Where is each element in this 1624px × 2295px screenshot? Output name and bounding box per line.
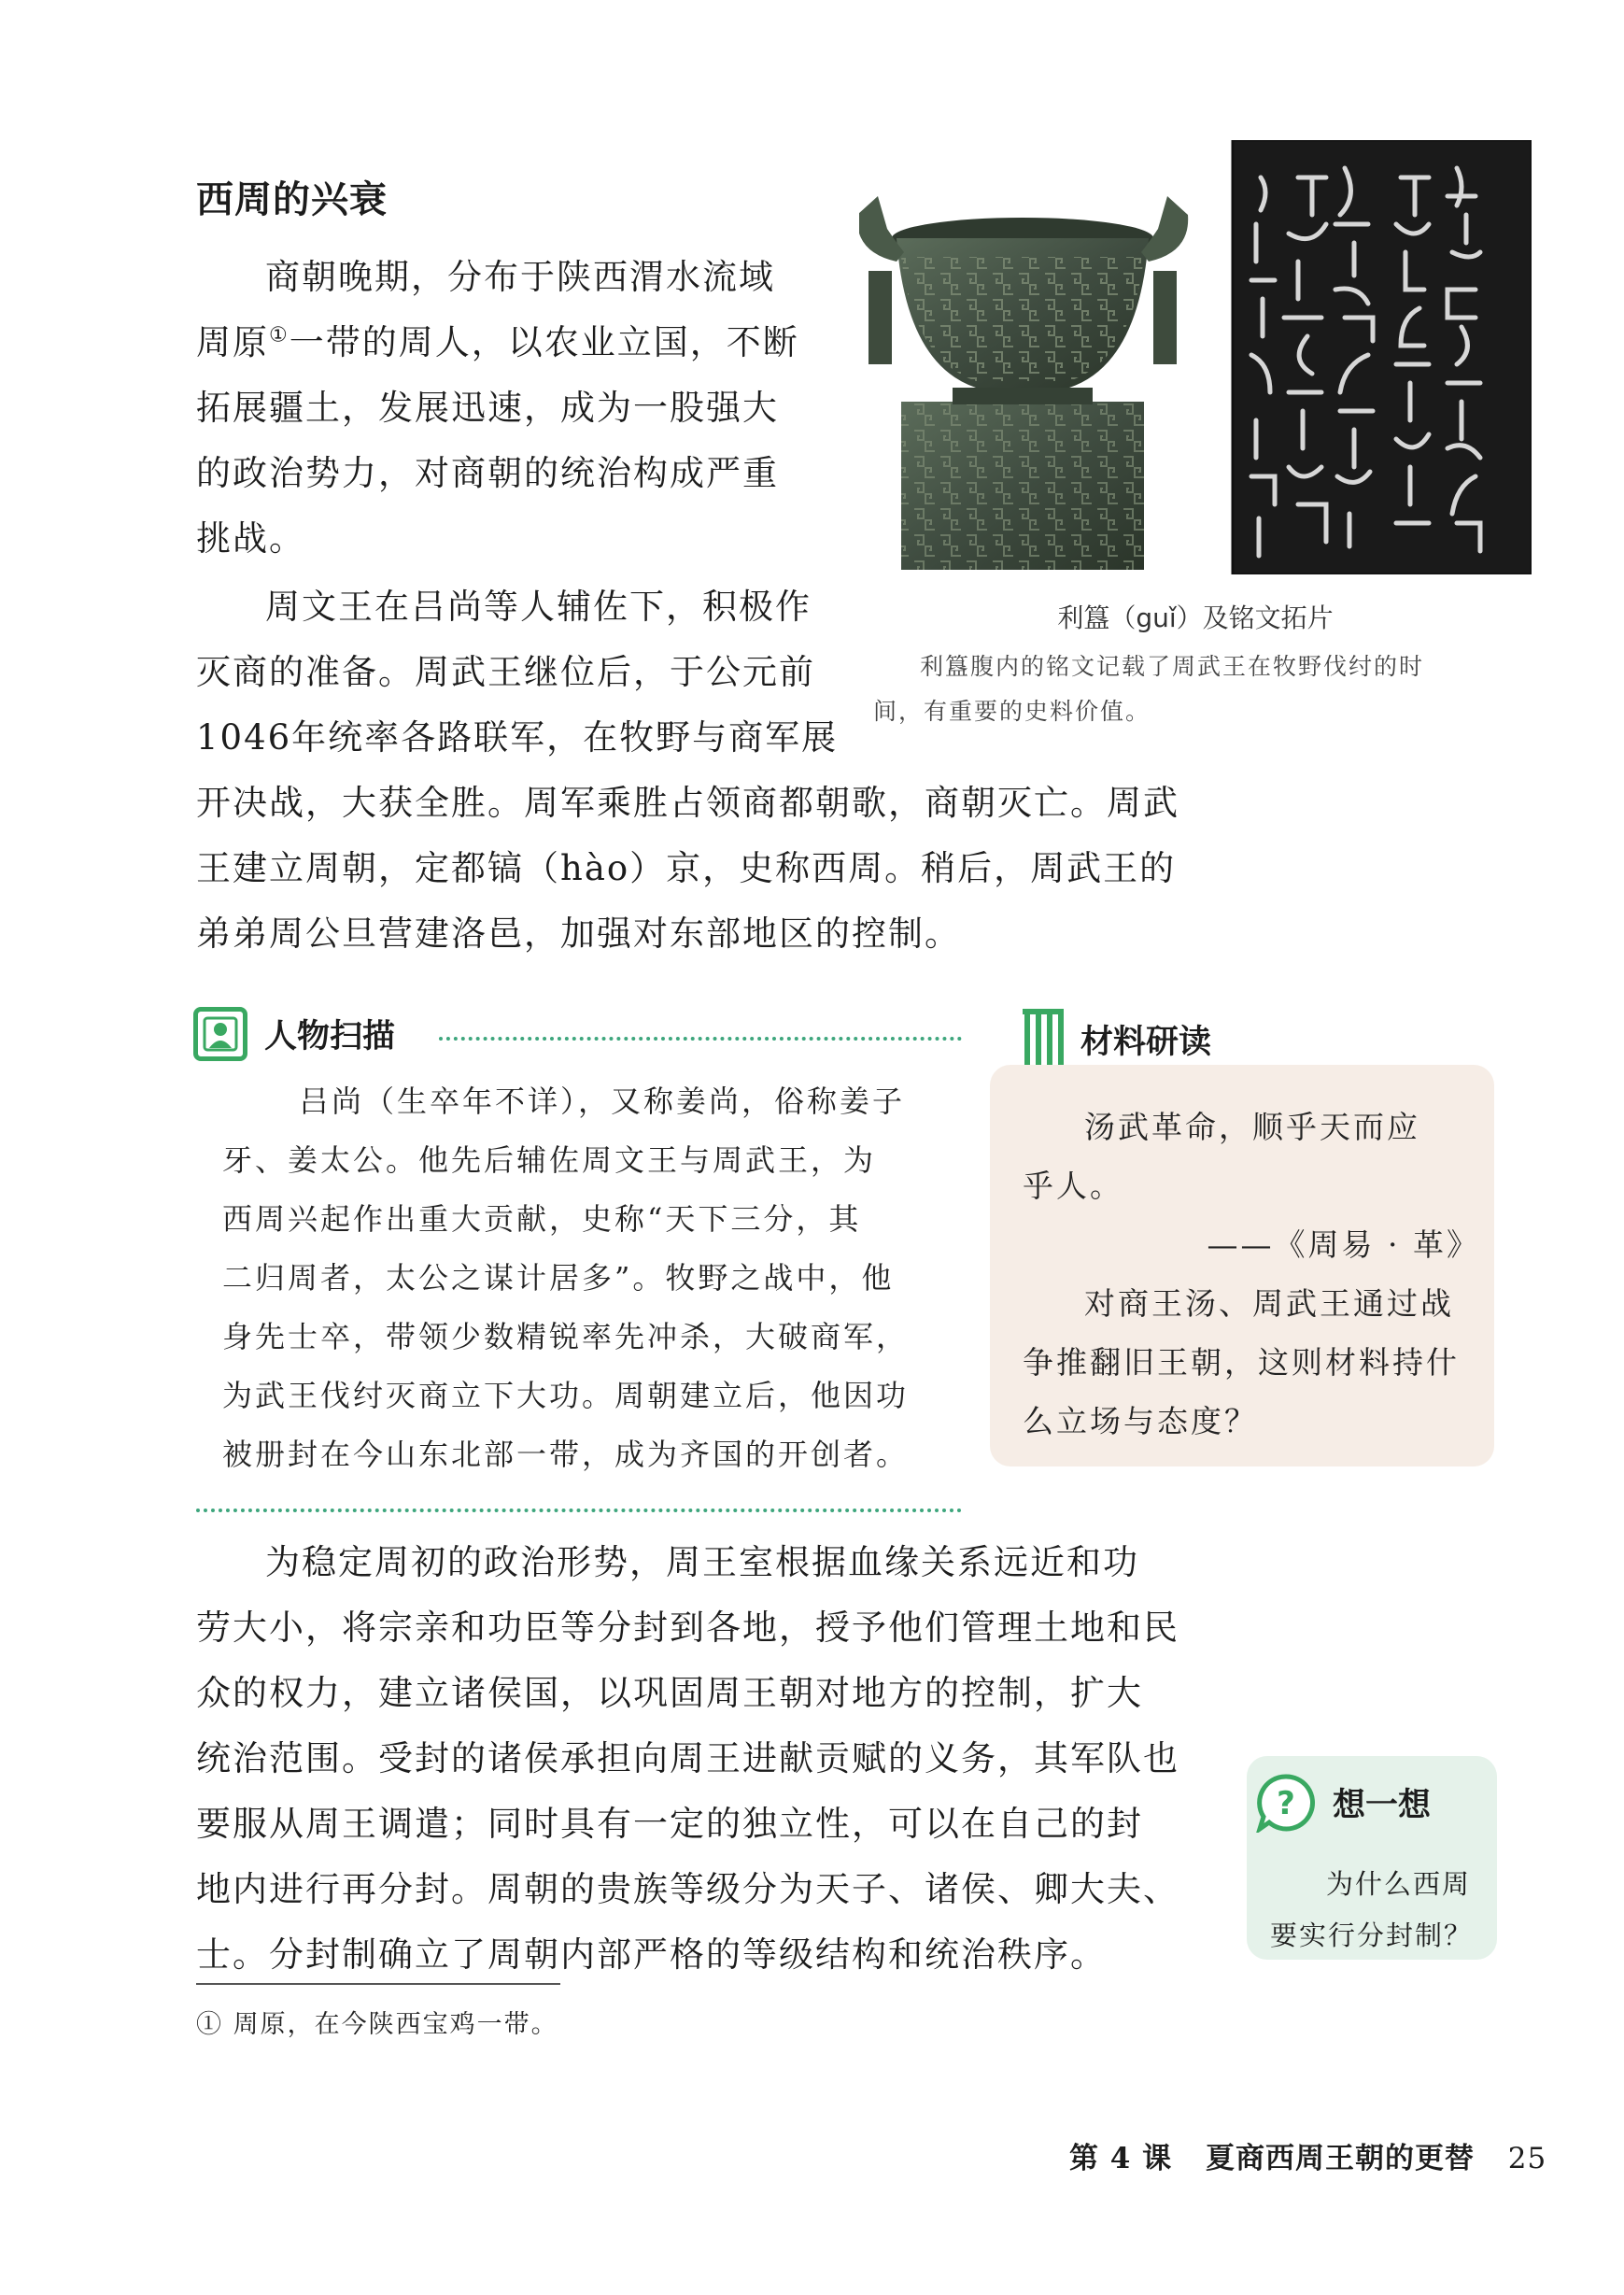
- figure-caption-title: 利簋（guǐ）及铭文拓片: [1057, 602, 1334, 633]
- para2-line: 1046年统率各路联军，在牧野与商军展: [196, 717, 839, 758]
- para3-line: 地内进行再分封。周朝的贵族等级分为天子、诸侯、卿大夫、: [196, 1869, 1179, 1909]
- person-line: 为武王伐纣灭商立下大功。周朝建立后，他因功: [222, 1378, 910, 1413]
- lesson-number: 第 4 课: [1069, 2142, 1173, 2175]
- text-fragment: 周原: [196, 322, 269, 362]
- para1-line: [196, 310, 840, 375]
- para1-line: 的政治势力，对商朝的统治构成严重: [196, 453, 779, 493]
- person-line: 牙、姜太公。他先后辅佐周文王与周武王，为: [222, 1142, 877, 1178]
- question-line: 么立场与态度？: [1023, 1403, 1258, 1439]
- figure-caption-text: [873, 645, 1518, 734]
- question-bubble-icon: [1256, 1773, 1316, 1833]
- think-line: 为什么西周: [1326, 1868, 1472, 1900]
- section-title: 西周的兴衰: [196, 177, 388, 221]
- person-scan-text: [222, 1072, 951, 1484]
- footnote-marker: ①: [269, 323, 289, 347]
- para3-line: 统治范围。受封的诸侯承担向周王进献贡赋的义务，其军队也: [196, 1738, 1179, 1778]
- para3-line: 众的权力，建立诸侯国，以巩固周王朝对地方的控制，扩大: [196, 1673, 1143, 1713]
- bronze-vessel-and-rubbing-image: [859, 140, 1532, 574]
- page-number: 25: [1507, 2142, 1547, 2175]
- para2-line: 周文王在吕尚等人辅佐下，积极作: [265, 587, 812, 627]
- lesson-title: 夏商西周王朝的更替: [1205, 2142, 1475, 2175]
- person-line: 西周兴起作出重大贡献，史称“天下三分，其: [222, 1201, 862, 1237]
- think-text: [1270, 1859, 1485, 1962]
- para3-line: 劳大小，将宗亲和功臣等分封到各地，授予他们管理土地和民: [196, 1608, 1179, 1648]
- caption-line: 间，有重要的史料价值。: [873, 698, 1151, 725]
- question-line: 对商王汤、周武王通过战: [1084, 1285, 1454, 1322]
- para1-line: 挑战。: [196, 518, 305, 559]
- para2-line: 开决战，大获全胜。周军乘胜占领商都朝歌，商朝灭亡。周武: [196, 783, 1179, 823]
- para3-line: 士。分封制确立了周朝内部严格的等级结构和统治秩序。: [196, 1934, 1107, 1975]
- para2-line: 灭商的准备。周武王继位后，于公元前: [196, 652, 815, 692]
- quote-line: 汤武革命，顺乎天而应: [1084, 1109, 1420, 1145]
- material-text: [1023, 1098, 1490, 1451]
- paragraph-3: [196, 1530, 1233, 1988]
- paragraph-1: [196, 245, 840, 572]
- caption-line: 利簋腹内的铭文记载了周武王在牧野伐纣的时: [920, 653, 1425, 680]
- person-icon: [193, 1007, 247, 1061]
- quote-line: 乎人。: [1023, 1168, 1123, 1204]
- material-header: [1023, 1009, 1211, 1070]
- person-line: 吕尚（生卒年不详），又称姜尚，俗称姜子: [299, 1084, 906, 1119]
- bamboo-slips-icon: [1023, 1009, 1064, 1070]
- svg-text:?: ?: [1277, 1785, 1295, 1822]
- person-scan-bottom-rule: [196, 1509, 962, 1512]
- person-line: 二归周者，太公之谋计居多”。牧野之战中，他: [222, 1260, 895, 1296]
- para1-line: 拓展疆土，发展迅速，成为一股强大: [196, 388, 779, 428]
- question-line: 争推翻旧王朝，这则材料持什: [1023, 1344, 1460, 1381]
- footnote-rule: [196, 1983, 560, 1985]
- quote-source: ——《周易 · 革》: [1207, 1226, 1480, 1263]
- text-fragment: 一带的周人，以农业立国，不断: [289, 322, 799, 362]
- page-footer: [1069, 2134, 1546, 2176]
- para2-line: 王建立周朝，定都镐（hào）京，史称西周。稍后，周武王的: [196, 848, 1177, 888]
- li-gui-figure: [859, 140, 1532, 574]
- person-line: 身先士卒，带领少数精锐率先冲杀，大破商军，: [222, 1319, 910, 1354]
- person-glyph-icon: [203, 1016, 238, 1052]
- para3-line: 为稳定周初的政治形势，周王室根据血缘关系远近和功: [265, 1542, 1139, 1582]
- person-scan-top-rule: [439, 1037, 962, 1041]
- material-title: 材料研读: [1080, 1024, 1212, 1061]
- person-line: 被册封在今山东北部一带，成为齐国的开创者。: [222, 1437, 910, 1472]
- think-title: 想一想: [1333, 1787, 1432, 1824]
- think-header: [1256, 1773, 1431, 1833]
- para1-line: 商朝晚期，分布于陕西渭水流域: [265, 257, 775, 297]
- person-scan-header: [193, 1007, 395, 1061]
- think-line: 要实行分封制？: [1270, 1920, 1474, 1951]
- footnote: ① 周原，在今陕西宝鸡一带。: [196, 2010, 558, 2039]
- person-scan-title: 人物扫描: [264, 1018, 396, 1055]
- para3-line: 要服从周王调遣；同时具有一定的独立性，可以在自己的封: [196, 1804, 1143, 1844]
- para2-line: 弟弟周公旦营建洛邑，加强对东部地区的控制。: [196, 914, 961, 954]
